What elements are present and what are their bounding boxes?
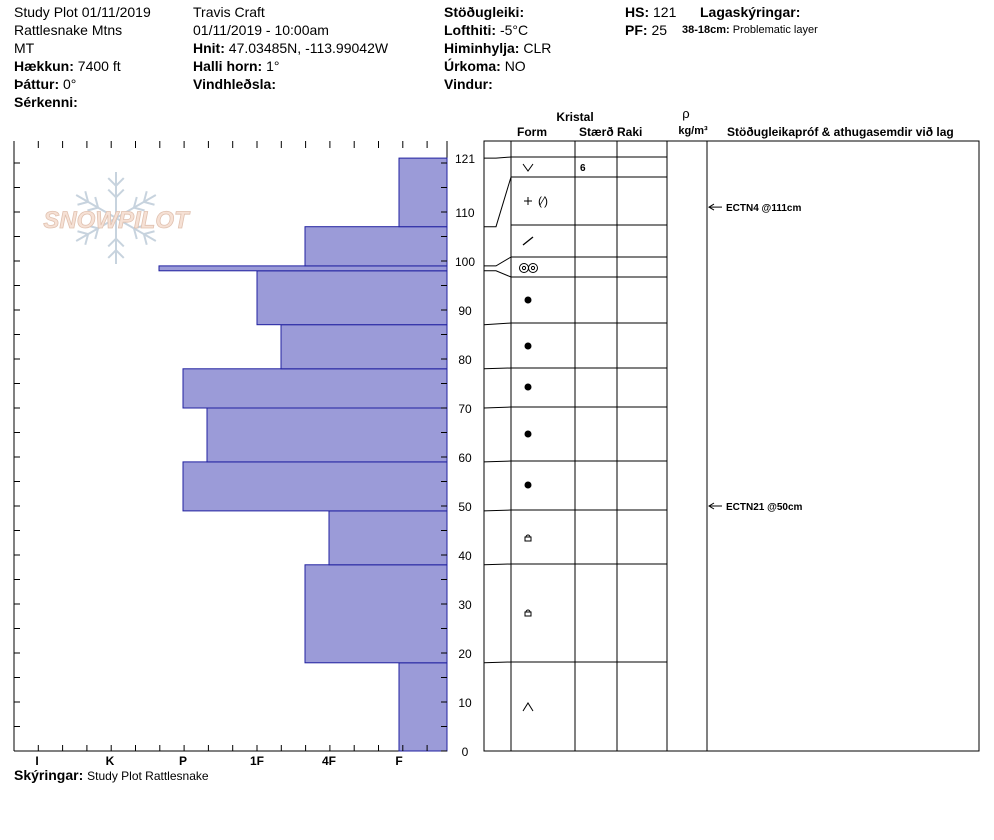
faceted-icon xyxy=(525,537,531,541)
slope-value: 1° xyxy=(266,58,280,74)
depth-tick-label: 10 xyxy=(458,696,472,710)
melt-form-icon xyxy=(522,266,525,269)
layer-connector xyxy=(484,271,511,277)
stability-test xyxy=(709,502,803,513)
layer-form-symbol xyxy=(525,610,531,616)
legend-row xyxy=(14,767,209,785)
pf-value: 25 xyxy=(651,22,668,38)
snowflake-branch xyxy=(116,178,124,186)
header-moisture: Raki xyxy=(617,125,643,139)
depth-tick-label: 30 xyxy=(458,598,472,612)
stability-tests xyxy=(709,203,803,513)
sky-value: CLR xyxy=(523,40,552,56)
surface-hoar-icon xyxy=(523,164,533,171)
rounded-grain-icon xyxy=(525,482,532,489)
plot-title: Study Plot 01/11/2019 xyxy=(14,4,151,20)
melt-form-icon xyxy=(529,264,538,273)
layer-connector xyxy=(484,662,511,663)
rounded-grain-icon xyxy=(525,297,532,304)
layer-connector xyxy=(484,157,511,158)
precip-label: Úrkoma: xyxy=(444,58,501,74)
hardness-tick-label: K xyxy=(105,754,115,768)
hardness-tick-label: F xyxy=(395,754,403,768)
aspect-label: Þáttur: xyxy=(14,76,60,92)
air-temp-value: -5°C xyxy=(499,22,529,38)
aspect-value: 0° xyxy=(63,76,77,92)
depth-tick-label: 100 xyxy=(454,255,476,269)
stability-test xyxy=(709,203,801,214)
header-form: Form xyxy=(517,125,547,139)
header-crystal: Kristal xyxy=(556,110,594,124)
layer-connector xyxy=(484,368,511,369)
hardness-bar xyxy=(399,158,447,227)
coords-value: 47.03485N, -113.99042W xyxy=(228,40,389,56)
layer-connector xyxy=(484,323,511,325)
rounded-grain-icon xyxy=(525,343,532,350)
layer-form-symbol xyxy=(525,384,532,391)
hardness-bars xyxy=(159,158,447,751)
depth-tick-label: 20 xyxy=(458,647,472,661)
depth-tick-label: 110 xyxy=(455,206,475,220)
snowflake-branch xyxy=(116,250,124,258)
hardness-bar xyxy=(183,462,447,511)
hardness-tick-label: I xyxy=(35,754,39,768)
hardness-bar xyxy=(305,565,447,663)
hardness-tick-label: 1F xyxy=(249,754,265,768)
air-temp-label: Lofthiti: xyxy=(444,22,497,38)
snowflake-branch xyxy=(116,239,124,247)
layer-form-symbol xyxy=(525,482,532,489)
layer-connector xyxy=(484,510,511,511)
depth-tick-label: 80 xyxy=(458,353,472,367)
layer-connector xyxy=(484,461,511,462)
grain-form-symbols xyxy=(520,163,587,711)
layer-connectors xyxy=(484,157,511,663)
depth-tick-label: 121 xyxy=(454,152,476,167)
header-size: Stærð xyxy=(579,125,614,139)
rounded-grain-icon xyxy=(525,431,532,438)
hardness-bar xyxy=(305,227,447,266)
hs-value: 121 xyxy=(653,4,677,20)
layer-notes-label: Lagaskýringar: xyxy=(700,4,801,20)
elevation-value: 7400 ft xyxy=(77,58,121,74)
hardness-tick-label: P xyxy=(178,754,188,768)
layer-connector xyxy=(484,177,511,227)
hardness-bar xyxy=(329,511,447,565)
depth-tick-label: 50 xyxy=(458,500,472,514)
pf-label: PF: xyxy=(625,22,648,38)
legend-label: Skýringar: xyxy=(14,767,84,783)
hardness-bar xyxy=(183,369,447,408)
features-label: Sérkenni: xyxy=(14,94,78,110)
layer-form-symbol xyxy=(525,535,531,541)
decomposing-icon xyxy=(523,237,533,245)
snowpilot-logo xyxy=(43,172,191,264)
legend-notes: Study Plot Rattlesnake xyxy=(87,769,209,783)
precip-value: NO xyxy=(504,58,526,74)
layer-form-symbol xyxy=(520,264,538,273)
layer-form-symbol xyxy=(525,431,532,438)
header-density-unit: kg/m³ xyxy=(678,125,708,137)
location: Rattlesnake Mtns xyxy=(14,22,123,38)
hardness-bar xyxy=(399,663,447,751)
wind-label: Vindur: xyxy=(444,76,493,92)
slope-label: Halli horn: xyxy=(193,58,263,74)
layer-note-text: Problematic layer xyxy=(732,24,818,36)
test-label: ECTN4 @111cm xyxy=(726,203,802,215)
elevation-label: Hækkun: xyxy=(14,58,74,74)
sky-label: Himinhylja: xyxy=(444,40,520,56)
depth-tick-label: 70 xyxy=(458,402,472,416)
snowpilot-logo-text: SNOWPILOT xyxy=(43,207,189,234)
melt-form-icon xyxy=(531,266,534,269)
melt-form-icon xyxy=(520,264,529,273)
hardness-bar xyxy=(207,408,447,462)
layer-form-symbol xyxy=(523,703,533,711)
header-comments: Stöðugleikapróf & athugasemdir við lag xyxy=(727,125,954,139)
header-rho: ρ xyxy=(682,106,690,121)
hardness-bar xyxy=(257,271,447,325)
table-rows xyxy=(511,157,667,662)
depth-tick-label: 60 xyxy=(458,451,472,465)
stability-label: Stöðugleiki: xyxy=(444,4,525,20)
layer-connector xyxy=(484,564,511,565)
hs-label: HS: xyxy=(625,4,650,20)
snowflake-branch xyxy=(108,239,116,247)
layer-note-range: 38-18cm: xyxy=(682,24,730,36)
grain-size-value: 6 xyxy=(580,163,586,174)
region: MT xyxy=(14,40,35,56)
snowflake-branch xyxy=(108,190,116,198)
snowflake-branch xyxy=(108,250,116,258)
snowflake-branch xyxy=(144,202,155,205)
hardness-bar xyxy=(159,266,447,271)
depth-tick-label: 0 xyxy=(461,745,469,759)
hardness-labels xyxy=(35,754,402,768)
test-label: ECTN21 @50cm xyxy=(726,502,803,513)
layer-form-symbol xyxy=(524,194,548,208)
rounded-grain-icon xyxy=(525,384,532,391)
layer-form-symbol xyxy=(525,297,532,304)
coords-label: Hnit: xyxy=(193,40,225,56)
depth-hoar-icon xyxy=(523,703,533,711)
layer-form-symbol xyxy=(523,237,533,245)
layer-form-symbol xyxy=(525,343,532,350)
snowflake-branch xyxy=(77,202,88,205)
faceted-icon xyxy=(525,612,531,616)
new-snow-paren-icon: (⁄) xyxy=(538,194,548,208)
hardness-tick-label: 4F xyxy=(321,754,337,768)
hardness-bar xyxy=(281,325,447,369)
snowflake-branch xyxy=(108,178,116,186)
datetime: 01/11/2019 - 10:00am xyxy=(193,22,329,38)
layer-table-frame xyxy=(484,141,979,751)
depth-tick-label: 40 xyxy=(458,549,472,563)
observer: Travis Craft xyxy=(193,4,265,20)
wind-loading-label: Vindhleðsla: xyxy=(193,76,276,92)
snowflake-branch xyxy=(116,190,124,198)
layer-connector xyxy=(484,407,511,408)
depth-tick-label: 90 xyxy=(458,304,472,318)
depth-labels xyxy=(455,152,475,759)
layer-connector xyxy=(484,257,511,266)
